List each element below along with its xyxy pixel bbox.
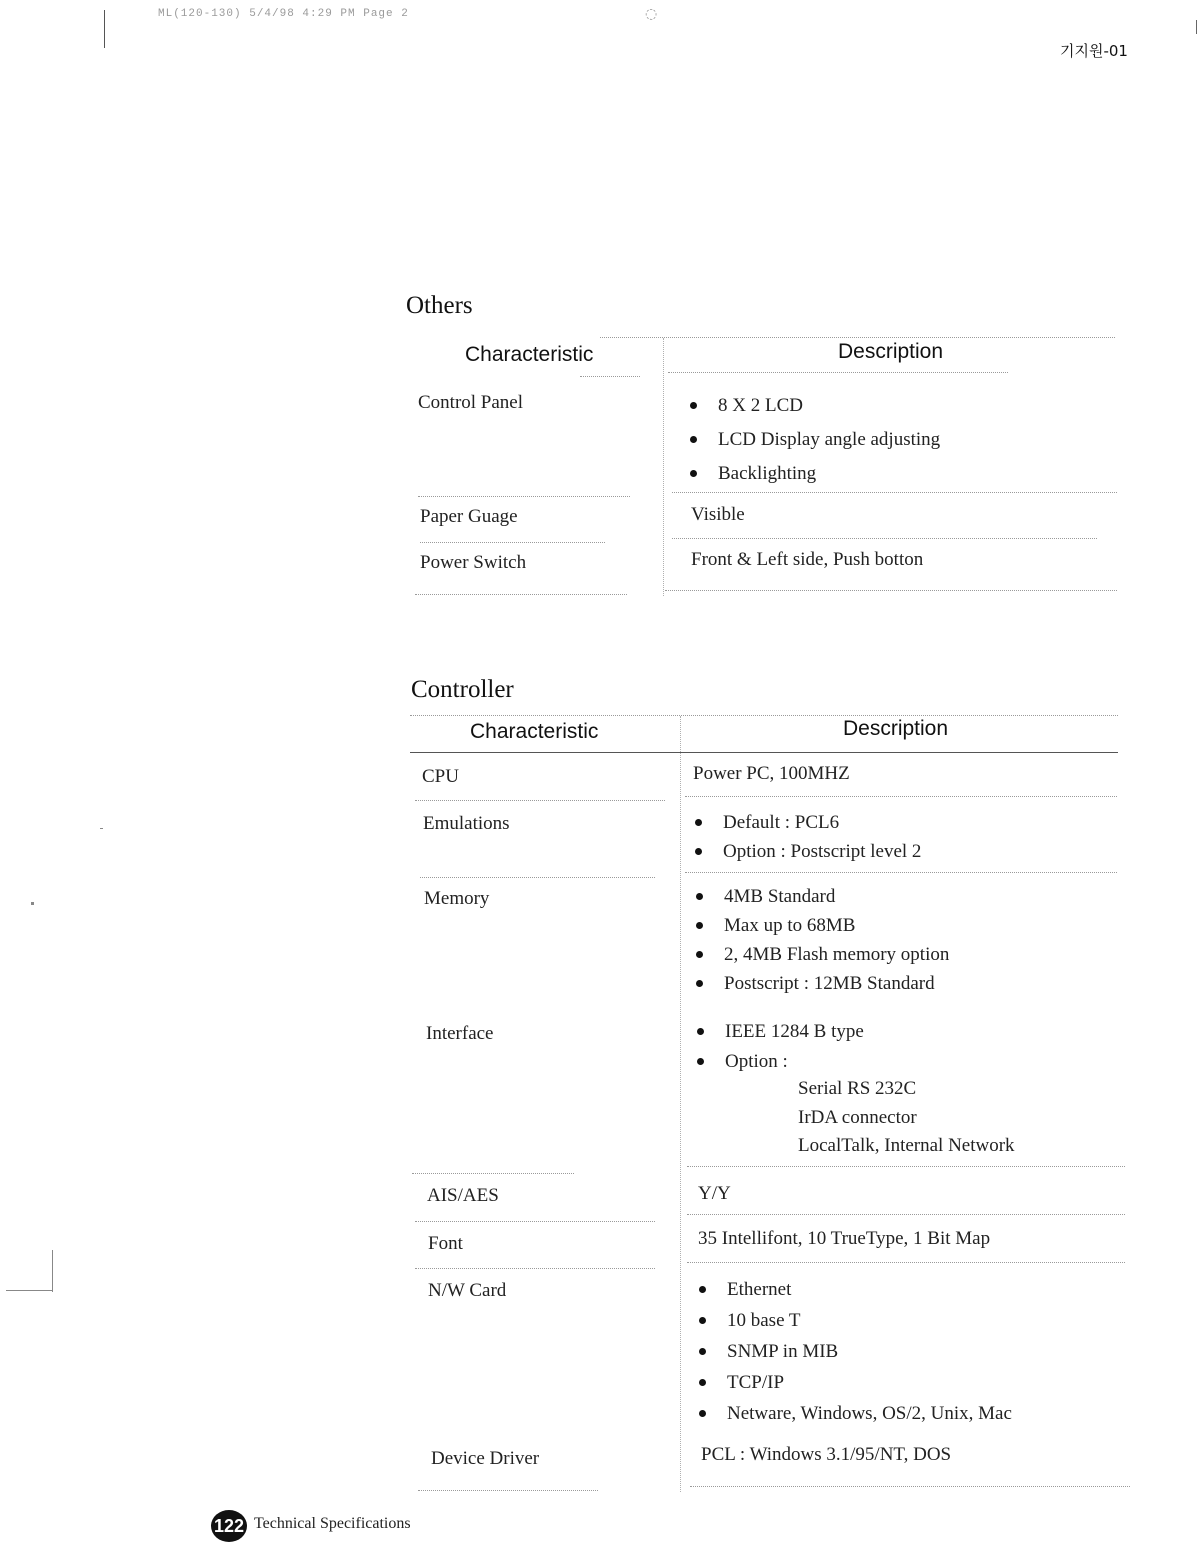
controller-header-description: Description <box>843 717 949 740</box>
others-header-rule <box>580 376 640 377</box>
scan-speck <box>31 902 34 905</box>
list-item: Postscript : 12MB Standard <box>694 969 949 998</box>
fax-header: ML(120-130) 5/4/98 4:29 PM Page 2 <box>158 8 409 20</box>
list-item: LCD Display angle adjusting <box>688 423 940 457</box>
list-item: Max up to 68MB <box>694 911 949 940</box>
controller-row-memory-label: Memory <box>424 888 490 909</box>
list-item: Option : <box>695 1047 864 1077</box>
controller-row-rule <box>420 877 655 878</box>
others-row-rule <box>420 542 605 543</box>
controller-header-rule <box>410 752 1118 753</box>
list-item: Serial RS 232C <box>798 1078 917 1099</box>
controller-row-ais-aes-label: AIS/AES <box>427 1185 499 1206</box>
others-row-rule <box>418 496 630 497</box>
controller-row-rule <box>687 1214 1125 1215</box>
interface-list <box>695 1017 864 1077</box>
footer-label: Technical Specifications <box>254 1515 411 1532</box>
list-item: TCP/IP <box>697 1367 1012 1398</box>
controller-row-cpu-value: Power PC, 100MHZ <box>693 763 850 784</box>
others-section-title: Others <box>406 292 473 319</box>
controller-row-rule <box>415 1221 655 1222</box>
list-item: Ethernet <box>697 1274 1012 1305</box>
others-row-control-panel-label: Control Panel <box>418 392 524 413</box>
punch-hole-mark: ◌ <box>645 6 658 22</box>
list-item: Netware, Windows, OS/2, Unix, Mac <box>697 1398 1012 1429</box>
others-row-paper-guage-value: Visible <box>691 504 745 525</box>
scan-margin-mark <box>104 10 105 48</box>
scan-edge-mark <box>1196 20 1197 34</box>
interface-option-list <box>798 1075 1015 1161</box>
others-row-paper-guage-label: Paper Guage <box>420 506 518 527</box>
controller-column-divider <box>680 716 681 1492</box>
others-table-bottom-rule <box>415 594 627 595</box>
page-number-badge: 122 <box>211 1510 247 1542</box>
controller-row-emulations-label: Emulations <box>423 813 510 834</box>
others-header-description: Description <box>838 340 944 363</box>
controller-row-device-driver-label: Device Driver <box>431 1448 540 1469</box>
list-item: SNMP in MIB <box>697 1336 1012 1367</box>
list-item: 4MB Standard <box>694 882 949 911</box>
controller-row-font-label: Font <box>428 1233 463 1254</box>
controller-row-rule <box>687 1166 1125 1167</box>
others-header-characteristic: Characteristic <box>465 343 594 366</box>
nw-card-list <box>697 1274 1012 1429</box>
others-table-top-rule <box>600 337 1115 338</box>
scan-speck <box>100 828 103 829</box>
controller-row-rule <box>685 872 1117 873</box>
controller-table-bottom-rule <box>690 1486 1130 1487</box>
document-code: 기지원-01 <box>1060 42 1128 60</box>
others-row-rule <box>672 538 1097 539</box>
scan-speck <box>6 1290 52 1291</box>
list-item: IrDA connector <box>798 1106 917 1128</box>
list-item: Option : Postscript level 2 <box>693 837 921 866</box>
others-header-rule <box>668 372 1008 373</box>
list-item: LocalTalk, Internal Network <box>798 1135 1015 1156</box>
others-row-rule <box>672 492 1117 493</box>
controller-row-ais-aes-value: Y/Y <box>698 1183 731 1204</box>
controller-table-top-rule <box>410 715 1118 716</box>
emulations-list <box>693 808 921 866</box>
control-panel-feature-list <box>688 389 940 491</box>
others-column-divider <box>663 338 664 596</box>
others-row-power-switch-value: Front & Left side, Push botton <box>691 549 924 570</box>
list-item: 10 base T <box>697 1305 1012 1336</box>
controller-row-device-driver-value: PCL : Windows 3.1/95/NT, DOS <box>701 1444 952 1465</box>
others-table-bottom-rule <box>665 590 1117 591</box>
controller-row-interface-label: Interface <box>426 1023 494 1044</box>
list-item: 8 X 2 LCD <box>688 389 940 423</box>
controller-row-rule <box>415 800 665 801</box>
list-item: 2, 4MB Flash memory option <box>694 940 949 969</box>
controller-row-nw-card-label: N/W Card <box>428 1280 507 1301</box>
controller-table-bottom-rule <box>418 1490 598 1491</box>
controller-row-rule <box>412 1173 574 1174</box>
controller-row-font-value: 35 Intellifont, 10 TrueType, 1 Bit Map <box>698 1228 991 1249</box>
controller-row-rule <box>685 796 1117 797</box>
controller-row-cpu-label: CPU <box>422 766 459 787</box>
list-item: Default : PCL6 <box>693 808 921 837</box>
scan-speck <box>52 1250 53 1292</box>
controller-row-rule <box>415 1268 655 1269</box>
list-item: Backlighting <box>688 457 940 491</box>
others-row-power-switch-label: Power Switch <box>420 552 527 573</box>
controller-header-characteristic: Characteristic <box>470 720 599 743</box>
controller-row-rule <box>687 1262 1125 1263</box>
memory-list <box>694 882 949 998</box>
controller-section-title: Controller <box>411 676 514 703</box>
list-item: IEEE 1284 B type <box>695 1017 864 1047</box>
